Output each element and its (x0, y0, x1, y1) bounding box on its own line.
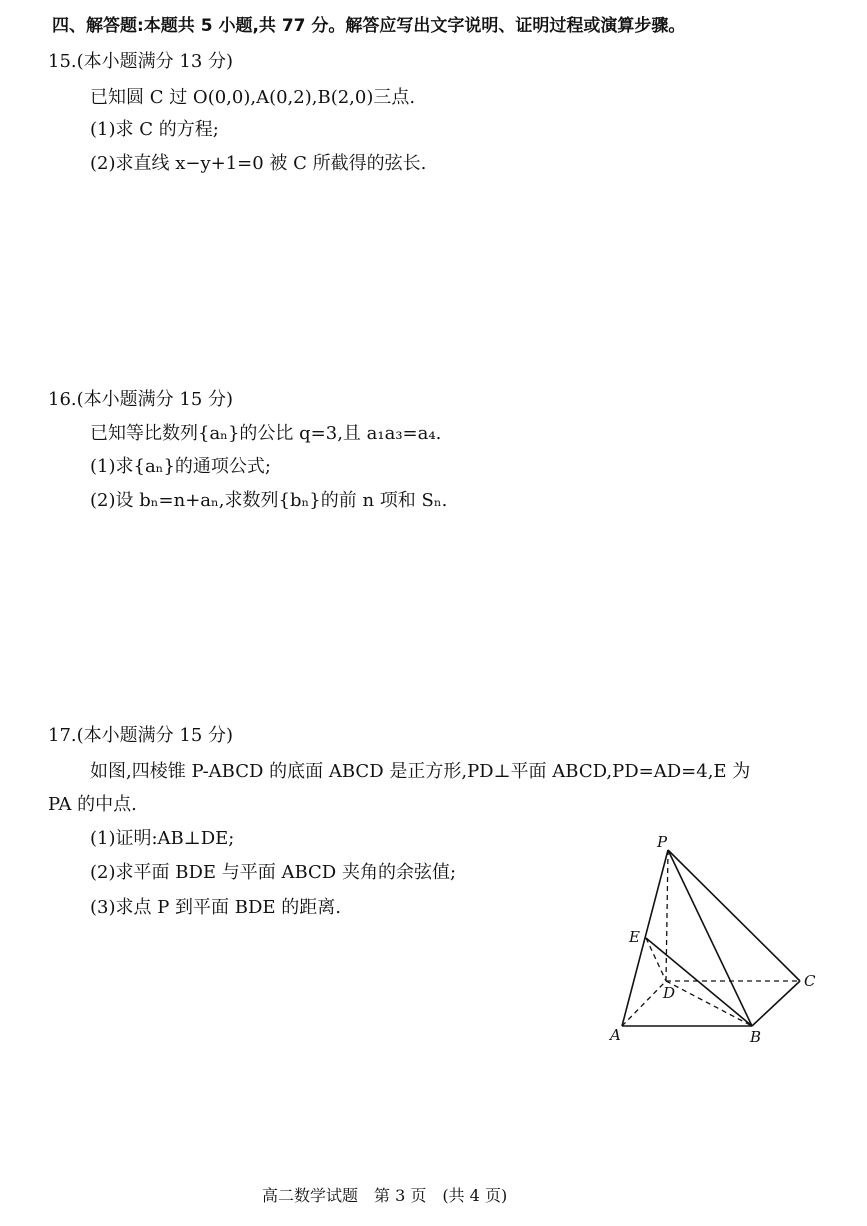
edge-PC (668, 850, 800, 981)
label-P: P (657, 833, 668, 851)
problem-17-title: 17.(本小题满分 15 分) (48, 725, 234, 746)
section-heading: 四、解答题:本题共 5 小题,共 77 分。解答应写出文字说明、证明过程或演算步骤。 (52, 16, 686, 36)
edge-BC (752, 981, 800, 1026)
page-footer: 高二数学试题 第 3 页 (共 4 页) (262, 1186, 508, 1205)
problem-17-line-2: PA 的中点. (48, 794, 137, 815)
segment-ED (646, 938, 666, 981)
edge-PD (666, 850, 668, 981)
label-A: A (610, 1026, 621, 1044)
segment-DB (666, 981, 752, 1026)
problem-15-line-1: 已知圆 C 过 O(0,0),A(0,2),B(2,0)三点. (90, 87, 416, 108)
problem-17-line-3: (1)证明:AB⊥DE; (90, 828, 235, 849)
problem-16-title: 16.(本小题满分 15 分) (48, 389, 234, 410)
pyramid-figure (600, 828, 830, 1053)
problem-15-line-2: (1)求 C 的方程; (90, 119, 219, 140)
segment-EB (646, 938, 752, 1026)
label-B: B (750, 1028, 762, 1046)
problem-16-line-3: (2)设 bₙ=n+aₙ,求数列{bₙ}的前 n 项和 Sₙ. (90, 490, 448, 511)
problem-16-line-2: (1)求{aₙ}的通项公式; (90, 456, 271, 477)
problem-15-title: 15.(本小题满分 13 分) (48, 51, 234, 72)
problem-16-line-1: 已知等比数列{aₙ}的公比 q=3,且 a₁a₃=a₄. (90, 423, 442, 444)
problem-17-line-4: (2)求平面 BDE 与平面 ABCD 夹角的余弦值; (90, 862, 457, 883)
problem-17-line-1: 如图,四棱锥 P-ABCD 的底面 ABCD 是正方形,PD⊥平面 ABCD,PD=AD=4,E 为 (90, 761, 751, 782)
label-C: C (804, 972, 816, 990)
label-E: E (629, 928, 640, 946)
problem-15-line-3: (2)求直线 x−y+1=0 被 C 所截得的弦长. (90, 153, 427, 174)
label-D: D (663, 984, 676, 1002)
edge-PB (668, 850, 752, 1026)
problem-17-line-5: (3)求点 P 到平面 BDE 的距离. (90, 897, 342, 918)
